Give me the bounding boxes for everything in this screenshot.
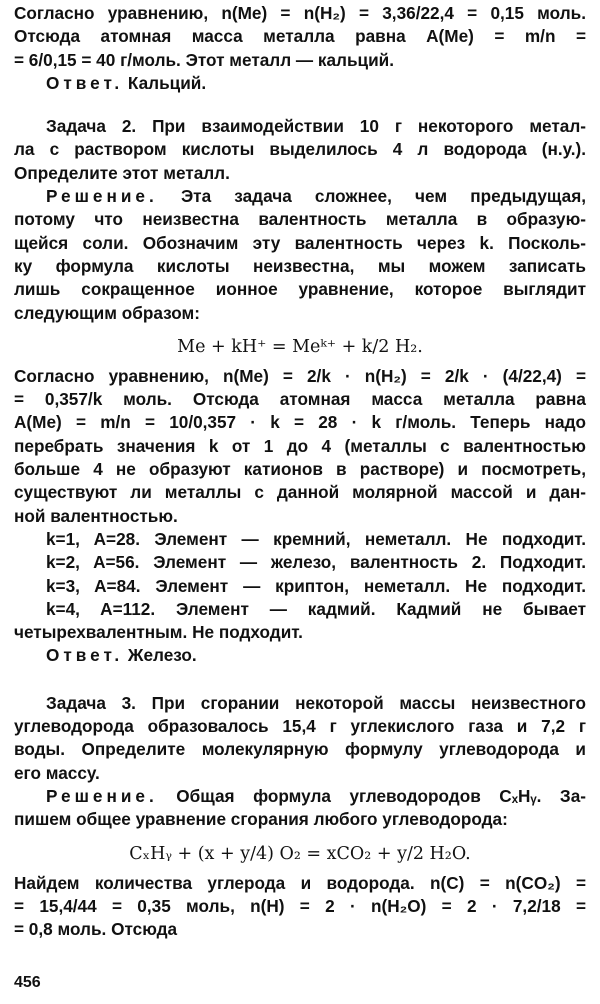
text-line: ла с раствором кислоты выделилось 4 л водорода (н.у.). [14, 139, 586, 160]
task2-heading: Задача 2. [46, 116, 137, 137]
text-line: Найдем количества углерода и водорода. n(C) = n(CO₂) = [14, 872, 586, 893]
case-line: k=2, A=56. Элемент — железо, валентность 2. Подходит. [46, 552, 586, 573]
answer-line [14, 644, 586, 667]
task3-block [14, 692, 586, 942]
answer-line [14, 72, 586, 95]
text-line: = 0,357/k моль. Отсюда атомная масса металла равна [14, 389, 586, 410]
text-line: = 6/0,15 = 40 г/моль. Этот металл — кальций. [14, 49, 395, 70]
case-line: четырехвалентным. Не подходит. [14, 622, 303, 643]
text-line: существуют ли металлы с данной молярной массой и дан- [14, 482, 586, 503]
answer-label: Ответ. [46, 72, 124, 93]
text-line: A(Me) = m/n = 10/0,357 · k = 28 · k г/моль. Теперь надо [14, 412, 586, 433]
text-line: Согласно уравнению, n(Me) = 2/k · n(H₂) = 2/k · (4/22,4) = [14, 365, 586, 386]
answer-label: Ответ. [46, 645, 124, 666]
text-line: Эта задача сложнее, чем предыдущая, [180, 186, 587, 207]
task1-conclusion [14, 2, 586, 95]
text-line: углеводорода образовалось 15,4 г углекислого газа и 7,2 г [14, 716, 586, 737]
task3-solution-line [14, 785, 586, 808]
ionic-equation: Me + kH⁺ = Meᵏ⁺ + k/2 H₂. [177, 336, 423, 357]
text-line: потому что неизвестна валентность металла в образую- [14, 209, 586, 230]
text-line: ку формула кислоты неизвестна, мы можем записать [14, 255, 586, 276]
text-line: его массу. [14, 762, 100, 783]
text-line: ной валентностью. [14, 505, 178, 526]
text-line: = 15,4/44 = 0,35 моль, n(H) = 2 · n(H₂O) = 2 · 7,2/18 = [14, 895, 586, 916]
text-line: перебрать значения k от 1 до 4 (металлы с валентностью [14, 435, 586, 456]
task3-statement-line [14, 692, 586, 715]
text-line: Определите этот металл. [14, 162, 230, 183]
text-line: следующим образом: [14, 302, 200, 323]
solution-label: Решение. [46, 785, 158, 806]
text-line: При взаимодействии 10 г некоторого метал- [152, 116, 586, 137]
text-line: лишь сокращенное ионное уравнение, которое выглядит [14, 279, 586, 300]
spacer [14, 668, 586, 692]
case-line: k=1, A=28. Элемент — кремний, неметалл. Не подходит. [46, 528, 586, 549]
task3-heading: Задача 3. [46, 692, 136, 713]
answer-text: Железо. [127, 645, 197, 666]
text-line: пишем общее уравнение сгорания любого углеводорода: [14, 809, 508, 830]
text-line: При сгорании некоторой массы неизвестного [151, 692, 586, 713]
task2-solution-line [14, 185, 586, 208]
task2-block [14, 115, 586, 668]
text-line: больше 4 не образуют катионов в растворе) и посмотреть, [14, 459, 586, 480]
text-line: Отсюда атомная масса металла равна A(Me) = m/n = [14, 26, 586, 47]
text-line: Согласно уравнению, n(Me) = n(H₂) = 3,36/22,4 = 0,15 моль. [14, 3, 586, 23]
answer-text: Кальций. [127, 72, 207, 93]
case-line: k=4, A=112. Элемент — кадмий. Кадмий не бывает [46, 598, 586, 619]
task2-statement-line [14, 115, 586, 138]
solution-label: Решение. [46, 186, 158, 207]
text-line: Общая формула углеводородов CₓHᵧ. За- [176, 785, 586, 806]
spacer [14, 95, 586, 115]
case-line: k=3, A=84. Элемент — криптон, неметалл. Не подходит. [46, 575, 586, 596]
combustion-equation: CₓHᵧ + (x + y/4) O₂ = xCO₂ + y/2 H₂O. [129, 843, 471, 864]
text-line: щейся соли. Обозначим эту валентность через k. Посколь- [14, 232, 586, 253]
page-number: 456 [14, 974, 41, 991]
text-line: = 0,8 моль. Отсюда [14, 919, 178, 940]
text-line: воды. Определите молекулярную формулу углеводорода и [14, 739, 586, 760]
